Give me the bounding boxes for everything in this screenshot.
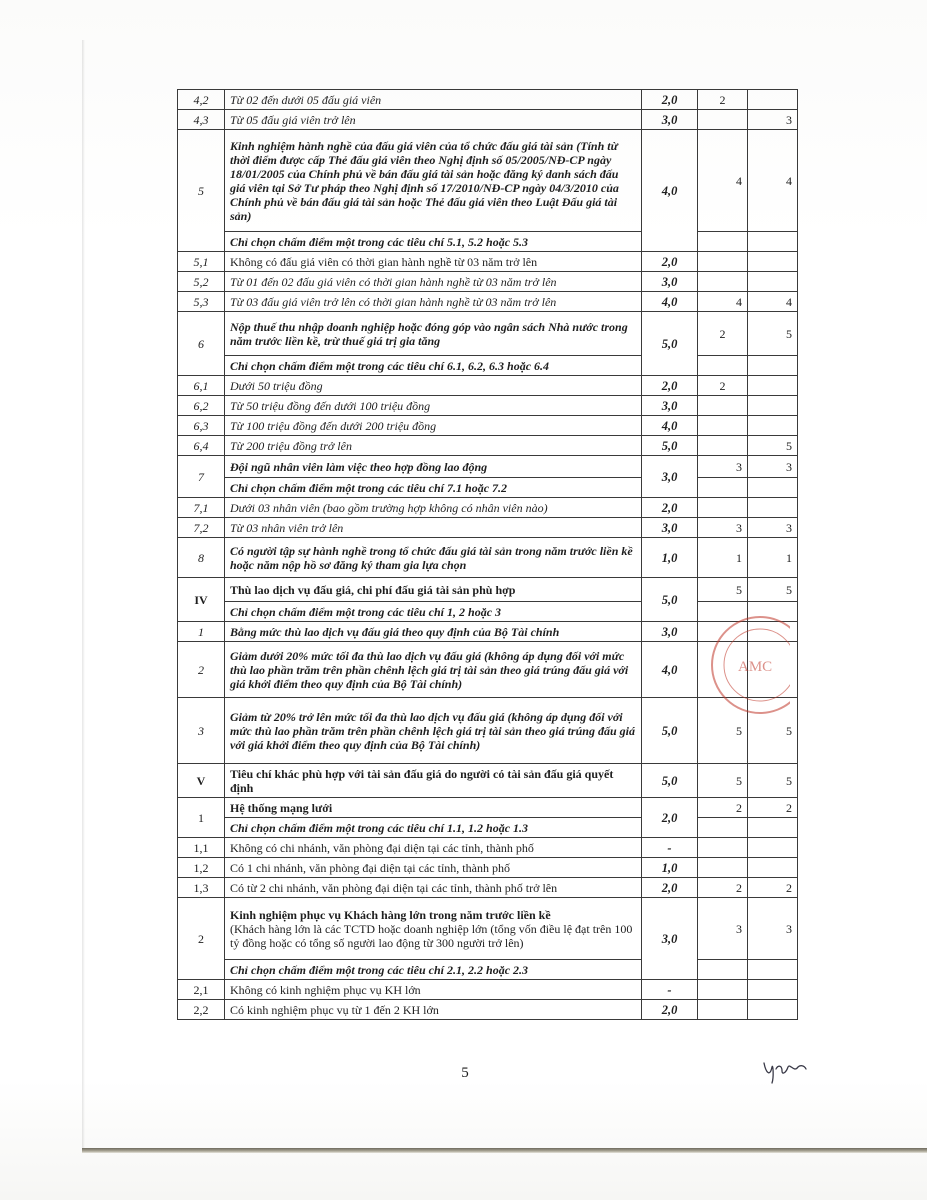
- score-a-empty: [698, 356, 748, 376]
- score-b: [748, 416, 798, 436]
- row-description: Từ 05 đấu giá viên trở lên: [225, 110, 642, 130]
- table-row: [178, 878, 798, 898]
- max-score: 3,0: [642, 110, 698, 130]
- row-number: 6,3: [178, 416, 225, 436]
- score-a: 4: [698, 130, 748, 232]
- row-description: Từ 01 đến 02 đấu giá viên có thời gian hành nghề từ 03 năm trở lên: [225, 272, 642, 292]
- max-score: 3,0: [642, 518, 698, 538]
- table-row: [178, 90, 798, 110]
- score-a: [698, 396, 748, 416]
- table-row: [178, 764, 798, 798]
- score-a: [698, 416, 748, 436]
- row-description: Không có chi nhánh, văn phòng đại diện tại các tỉnh, thành phố: [225, 838, 642, 858]
- score-b-empty: [748, 232, 798, 252]
- score-a: 2: [698, 878, 748, 898]
- table-row-note: [178, 356, 798, 376]
- max-score: 2,0: [642, 878, 698, 898]
- max-score: 2,0: [642, 1000, 698, 1020]
- scan-bottom-edge: [82, 1148, 927, 1153]
- max-score: 1,0: [642, 858, 698, 878]
- row-note: Chỉ chọn chấm điểm một trong các tiêu chí 7.1 hoặc 7.2: [225, 478, 642, 498]
- score-b: 3: [748, 110, 798, 130]
- row-number: 1,3: [178, 878, 225, 898]
- score-b: [748, 1000, 798, 1020]
- row-number: 7,1: [178, 498, 225, 518]
- row-description-detail: (Khách hàng lớn là các TCTD hoặc doanh nghiệp lớn (tổng vốn điều lệ đạt trên 100 tỷ đồng hoặc có tổng số người lao động từ 300 người trở lên): [230, 921, 633, 950]
- row-description: Giảm từ 20% trở lên mức tối đa thù lao dịch vụ đấu giá (không áp dụng đối với mức thù lao phần trăm trên phần chênh lệch giá trị tài sản theo giá trúng đấu giá với giá khởi điểm theo quy định của Bộ Tài chính): [225, 698, 642, 764]
- row-number: 1: [178, 622, 225, 642]
- score-b: 5: [748, 436, 798, 456]
- table-row: [178, 272, 798, 292]
- score-b: [748, 858, 798, 878]
- row-description: Có kinh nghiệm phục vụ từ 1 đến 2 KH lớn: [225, 1000, 642, 1020]
- score-b: [748, 90, 798, 110]
- row-note: Chỉ chọn chấm điểm một trong các tiêu chí 1, 2 hoặc 3: [225, 602, 642, 622]
- score-b: 3: [748, 456, 798, 478]
- table-row-note: [178, 232, 798, 252]
- row-number: 6: [178, 312, 225, 376]
- score-b: [748, 252, 798, 272]
- row-note: Chỉ chọn chấm điểm một trong các tiêu chí 2.1, 2.2 hoặc 2.3: [225, 960, 642, 980]
- table-row-note: [178, 818, 798, 838]
- criteria-table: [177, 89, 798, 1020]
- score-a: [698, 1000, 748, 1020]
- score-b: 5: [748, 698, 798, 764]
- row-number: 2: [178, 898, 225, 980]
- max-score: 2,0: [642, 376, 698, 396]
- table-row: [178, 1000, 798, 1020]
- score-a: 2: [698, 90, 748, 110]
- max-score: 5,0: [642, 312, 698, 376]
- row-number: 7,2: [178, 518, 225, 538]
- score-a: [698, 436, 748, 456]
- score-b: 4: [748, 292, 798, 312]
- table-row: [178, 110, 798, 130]
- score-a: 3: [698, 898, 748, 960]
- row-number: 2,1: [178, 980, 225, 1000]
- row-number: 6,2: [178, 396, 225, 416]
- score-a: 5: [698, 698, 748, 764]
- max-score: 3,0: [642, 272, 698, 292]
- row-number: 1: [178, 798, 225, 838]
- row-description: Nộp thuế thu nhập doanh nghiệp hoặc đóng góp vào ngân sách Nhà nước trong năm trước liền kề, trừ thuế giá trị gia tăng: [225, 312, 642, 356]
- table-row: [178, 898, 798, 960]
- row-number: 1,2: [178, 858, 225, 878]
- score-a: [698, 498, 748, 518]
- row-description: Từ 03 đấu giá viên trở lên có thời gian hành nghề từ 03 năm trở lên: [225, 292, 642, 312]
- row-note: Chỉ chọn chấm điểm một trong các tiêu chí 1.1, 1.2 hoặc 1.3: [225, 818, 642, 838]
- score-b: 5: [748, 578, 798, 602]
- row-description: Có người tập sự hành nghề trong tổ chức đấu giá tài sản trong năm trước liền kề hoặc năm nộp hồ sơ đăng ký tham gia lựa chọn: [225, 538, 642, 578]
- table-row: [178, 518, 798, 538]
- table-row: [178, 292, 798, 312]
- table-row-note: [178, 478, 798, 498]
- score-b: 3: [748, 518, 798, 538]
- seal-text: AMC: [738, 659, 773, 675]
- row-number: 7: [178, 456, 225, 498]
- score-b-empty: [748, 356, 798, 376]
- row-description: Từ 50 triệu đồng đến dưới 100 triệu đồng: [225, 396, 642, 416]
- score-a: 3: [698, 518, 748, 538]
- max-score: 4,0: [642, 416, 698, 436]
- table-row: [178, 436, 798, 456]
- score-a: 5: [698, 764, 748, 798]
- row-description: Hệ thống mạng lưới: [225, 798, 642, 818]
- row-description: Từ 03 nhân viên trở lên: [225, 518, 642, 538]
- score-b-empty: [748, 960, 798, 980]
- company-seal-icon: [700, 605, 790, 725]
- table-row: [178, 456, 798, 478]
- max-score: 2,0: [642, 252, 698, 272]
- max-score: 5,0: [642, 578, 698, 622]
- score-a: 5: [698, 578, 748, 602]
- row-note: Chỉ chọn chấm điểm một trong các tiêu chí 5.1, 5.2 hoặc 5.3: [225, 232, 642, 252]
- score-b: [748, 498, 798, 518]
- score-a: 2: [698, 376, 748, 396]
- score-b: 3: [748, 898, 798, 960]
- row-number: 5,1: [178, 252, 225, 272]
- table-row: [178, 578, 798, 602]
- row-number: 3: [178, 698, 225, 764]
- score-b: 5: [748, 764, 798, 798]
- table-row: [178, 538, 798, 578]
- score-b: [748, 272, 798, 292]
- table-row: [178, 130, 798, 232]
- row-number: 6,1: [178, 376, 225, 396]
- row-number: IV: [178, 578, 225, 622]
- score-b-empty: [748, 478, 798, 498]
- row-description: [225, 898, 642, 960]
- score-a-empty: [698, 478, 748, 498]
- score-a: 2: [698, 312, 748, 356]
- row-description: Thù lao dịch vụ đấu giá, chi phí đấu giá tài sản phù hợp: [225, 578, 642, 602]
- max-score: 5,0: [642, 436, 698, 456]
- row-number: 2: [178, 642, 225, 698]
- score-a: [698, 980, 748, 1000]
- max-score: 2,0: [642, 798, 698, 838]
- row-description: Bằng mức thù lao dịch vụ đấu giá theo quy định của Bộ Tài chính: [225, 622, 642, 642]
- table-row: [178, 252, 798, 272]
- row-number: 1,1: [178, 838, 225, 858]
- max-score: 3,0: [642, 456, 698, 498]
- table-row: [178, 396, 798, 416]
- score-a: 4: [698, 292, 748, 312]
- max-score: 4,0: [642, 130, 698, 252]
- score-a: [698, 252, 748, 272]
- row-description: Từ 100 triệu đồng đến dưới 200 triệu đồng: [225, 416, 642, 436]
- row-number: 5,2: [178, 272, 225, 292]
- row-number: 4,2: [178, 90, 225, 110]
- score-b: 2: [748, 878, 798, 898]
- row-description: Không có kinh nghiệm phục vụ KH lớn: [225, 980, 642, 1000]
- score-b: 1: [748, 538, 798, 578]
- row-description-heading: Kinh nghiệm phục vụ Khách hàng lớn trong năm trước liền kề: [230, 907, 551, 922]
- table-row: [178, 312, 798, 356]
- row-number: 5: [178, 130, 225, 252]
- row-description: Từ 02 đến dưới 05 đấu giá viên: [225, 90, 642, 110]
- score-a: 2: [698, 798, 748, 818]
- row-description: Tiêu chí khác phù hợp với tài sản đấu giá do người có tài sản đấu giá quyết định: [225, 764, 642, 798]
- row-description: Dưới 03 nhân viên (bao gồm trường hợp không có nhân viên nào): [225, 498, 642, 518]
- score-b: [748, 838, 798, 858]
- table-row: [178, 376, 798, 396]
- score-b: 4: [748, 130, 798, 232]
- score-a: [698, 272, 748, 292]
- row-number: 8: [178, 538, 225, 578]
- max-score: 4,0: [642, 642, 698, 698]
- row-description: Có 1 chi nhánh, văn phòng đại diện tại các tỉnh, thành phố: [225, 858, 642, 878]
- max-score: 2,0: [642, 498, 698, 518]
- row-number: 6,4: [178, 436, 225, 456]
- max-score: 3,0: [642, 898, 698, 980]
- score-b: 2: [748, 798, 798, 818]
- row-number: 4,3: [178, 110, 225, 130]
- table-row-note: [178, 960, 798, 980]
- score-b: [748, 396, 798, 416]
- max-score: 5,0: [642, 764, 698, 798]
- score-b: 5: [748, 312, 798, 356]
- page-number: 5: [461, 1065, 469, 1081]
- score-a: 3: [698, 456, 748, 478]
- score-a-empty: [698, 960, 748, 980]
- score-a: [698, 838, 748, 858]
- max-score: 5,0: [642, 698, 698, 764]
- table-row: [178, 798, 798, 818]
- max-score: -: [642, 980, 698, 1000]
- score-a-empty: [698, 232, 748, 252]
- handwritten-signature-icon: [760, 1055, 810, 1085]
- score-b-empty: [748, 818, 798, 838]
- row-note: Chỉ chọn chấm điểm một trong các tiêu chí 6.1, 6.2, 6.3 hoặc 6.4: [225, 356, 642, 376]
- row-description: Từ 200 triệu đồng trở lên: [225, 436, 642, 456]
- row-number: V: [178, 764, 225, 798]
- table-row: [178, 416, 798, 436]
- score-a: [698, 110, 748, 130]
- row-number: 2,2: [178, 1000, 225, 1020]
- table-row: [178, 498, 798, 518]
- score-a: [698, 858, 748, 878]
- row-description: Đội ngũ nhân viên làm việc theo hợp đồng lao động: [225, 456, 642, 478]
- row-number: 5,3: [178, 292, 225, 312]
- max-score: 4,0: [642, 292, 698, 312]
- score-b: [748, 980, 798, 1000]
- score-a: 1: [698, 538, 748, 578]
- row-description: Giảm dưới 20% mức tối đa thù lao dịch vụ đấu giá (không áp dụng đối với mức thù lao phần trăm trên phần chênh lệch giá trị tài sản theo giá trúng đấu giá với giá khởi điểm theo quy định của Bộ Tài chính): [225, 642, 642, 698]
- score-a-empty: [698, 818, 748, 838]
- max-score: 3,0: [642, 396, 698, 416]
- table-row: [178, 838, 798, 858]
- max-score: 2,0: [642, 90, 698, 110]
- max-score: 1,0: [642, 538, 698, 578]
- max-score: -: [642, 838, 698, 858]
- max-score: 3,0: [642, 622, 698, 642]
- page-edge-shadow: [82, 40, 85, 1150]
- score-b: [748, 376, 798, 396]
- table-row: [178, 858, 798, 878]
- row-description: Kinh nghiệm hành nghề của đấu giá viên của tổ chức đấu giá tài sản (Tính từ thời điểm được cấp Thẻ đấu giá viên theo Nghị định số 05/2005/NĐ-CP ngày 18/01/2005 của Chính phủ về bán đấu giá tài sản hoặc đăng ký danh sách đấu giá viên tại Sở Tư pháp theo Nghị định số 17/2010/NĐ-CP ngày 04/3/2010 của Chính phủ về bán đấu giá tài sản hoặc Thẻ đấu giá viên theo Luật Đấu giá tài sản): [225, 130, 642, 232]
- row-description: Không có đấu giá viên có thời gian hành nghề từ 03 năm trở lên: [225, 252, 642, 272]
- row-description: Có từ 2 chi nhánh, văn phòng đại diện tại các tỉnh, thành phố trở lên: [225, 878, 642, 898]
- table-row: [178, 980, 798, 1000]
- row-description: Dưới 50 triệu đồng: [225, 376, 642, 396]
